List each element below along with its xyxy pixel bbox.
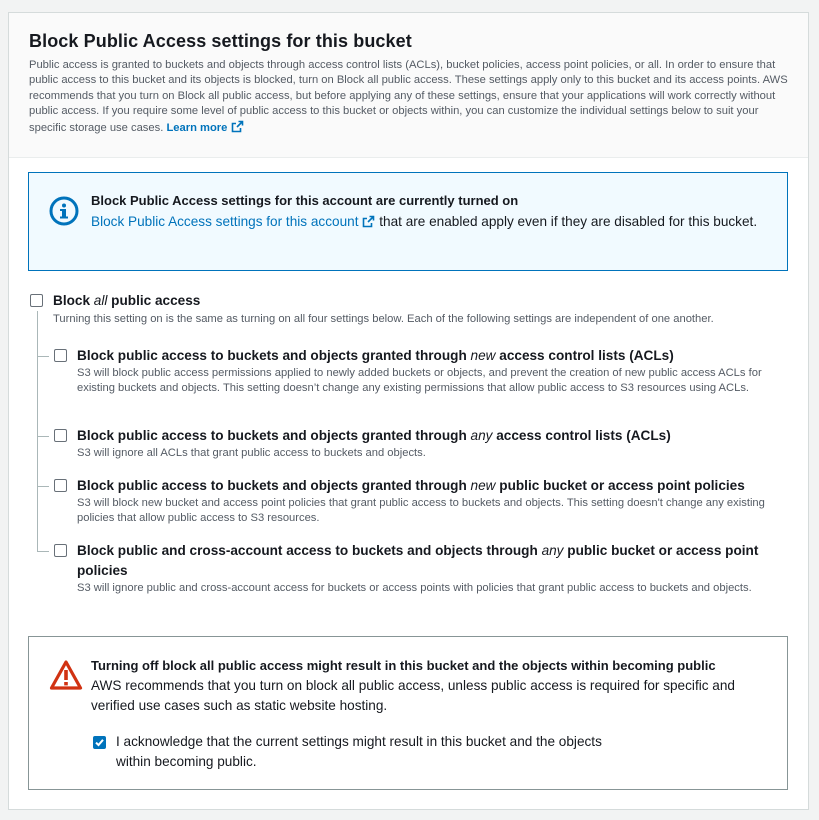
block-any-policies-checkbox[interactable] xyxy=(54,544,67,557)
learn-more-label: Learn more xyxy=(166,121,228,134)
account-settings-info-alert xyxy=(28,172,788,271)
checkmark-icon xyxy=(94,737,105,748)
block-new-policies-label xyxy=(77,476,745,496)
external-link-icon xyxy=(231,120,244,133)
block-new-policies-checkbox[interactable] xyxy=(54,479,67,492)
block-all-prefix: Block xyxy=(53,293,94,308)
block-any-acls-checkbox[interactable] xyxy=(54,429,67,442)
option-prefix: Block public access to buckets and objects granted through xyxy=(77,428,471,443)
block-new-acls-description: S3 will block public access permissions applied to newly added buckets or objects, and prevent the creation of new public access ACLs for existing buckets and objects. This setting doesn’t change any existing permissions that allow public access to S3 resources using ACLs. xyxy=(77,367,762,395)
option-suffix: public bucket or access point policies xyxy=(495,478,745,493)
info-icon xyxy=(49,196,79,226)
option-emphasis: any xyxy=(541,543,564,558)
info-title: Block Public Access settings for this account are currently turned on xyxy=(91,193,519,208)
tree-branch xyxy=(37,436,49,437)
option-prefix: Block public and cross-account access to buckets and objects through xyxy=(77,543,542,558)
block-all-label xyxy=(53,291,200,311)
account-settings-link-label: Block Public Access settings for this account xyxy=(91,214,359,229)
warning-title: Turning off block all public access might result in this bucket and the objects within becoming public xyxy=(91,658,716,673)
option-prefix: Block public access to buckets and objects granted through xyxy=(77,478,471,493)
option-emphasis: new xyxy=(470,478,496,493)
block-all-suffix: public access xyxy=(107,293,201,308)
tree-branch xyxy=(37,551,49,552)
option-emphasis: any xyxy=(470,428,493,443)
option-suffix: access control lists (ACLs) xyxy=(492,428,671,443)
block-all-checkbox[interactable] xyxy=(30,294,43,307)
public-access-warning-alert xyxy=(28,636,788,790)
block-any-acls-description: S3 will ignore all ACLs that grant public access to buckets and objects. xyxy=(77,447,426,459)
option-suffix: public bucket or access point policies xyxy=(77,543,759,578)
option-emphasis: new xyxy=(470,348,496,363)
tree-branch xyxy=(37,356,49,357)
panel-title: Block Public Access settings for this bucket xyxy=(29,31,412,51)
panel-header xyxy=(9,13,808,158)
block-all-description: Turning this setting on is the same as turning on all four settings below. Each of the following settings are independent of one another. xyxy=(53,313,714,325)
block-new-acls-label xyxy=(77,346,674,366)
option-suffix: access control lists (ACLs) xyxy=(495,348,674,363)
option-prefix: Block public access to buckets and objects granted through xyxy=(77,348,471,363)
acknowledge-checkbox[interactable] xyxy=(93,736,106,749)
block-any-policies-description: S3 will ignore public and cross-account access for buckets or access points with policies that grant public access to buckets and objects. xyxy=(77,582,752,594)
external-link-icon xyxy=(362,215,375,228)
tree-branch xyxy=(37,486,49,487)
warning-icon xyxy=(49,659,83,691)
block-new-policies-description: S3 will block new bucket and access point policies that grant public access to buckets and objects. This setting doesn't change any existing policies that allow public access to S3 resources. xyxy=(77,497,765,525)
panel-description-text: Public access is granted to buckets and objects through access control lists (ACLs), bucket policies, access point policies, or all. In order to ensure that public access to this bucket and its objects is blocked, turn on Block all public access. These settings apply only to this bucket and its access points. AWS recommends that you turn on Block all public access, but before applying any of these settings, ensure that your applications will work correctly without public access. If you require some level of public access to this bucket or objects within, you can customize the individual settings below to suit your specific storage use cases. xyxy=(29,59,788,134)
block-any-acls-label xyxy=(77,426,671,446)
learn-more-link[interactable] xyxy=(166,122,244,134)
info-text-rest: that are enabled apply even if they are disabled for this bucket. xyxy=(379,214,758,229)
block-new-acls-checkbox[interactable] xyxy=(54,349,67,362)
acknowledge-label: I acknowledge that the current settings might result in this bucket and the objects within becoming public. xyxy=(116,734,602,769)
tree-line xyxy=(37,311,38,552)
block-any-policies-label xyxy=(77,541,777,581)
info-text xyxy=(91,212,767,232)
panel-description xyxy=(29,58,788,136)
account-settings-link[interactable] xyxy=(91,214,375,229)
block-all-emphasis: all xyxy=(93,293,108,308)
warning-text: AWS recommends that you turn on block all public access, unless public access is required for specific and verified use cases such as static website hosting. xyxy=(91,678,735,713)
